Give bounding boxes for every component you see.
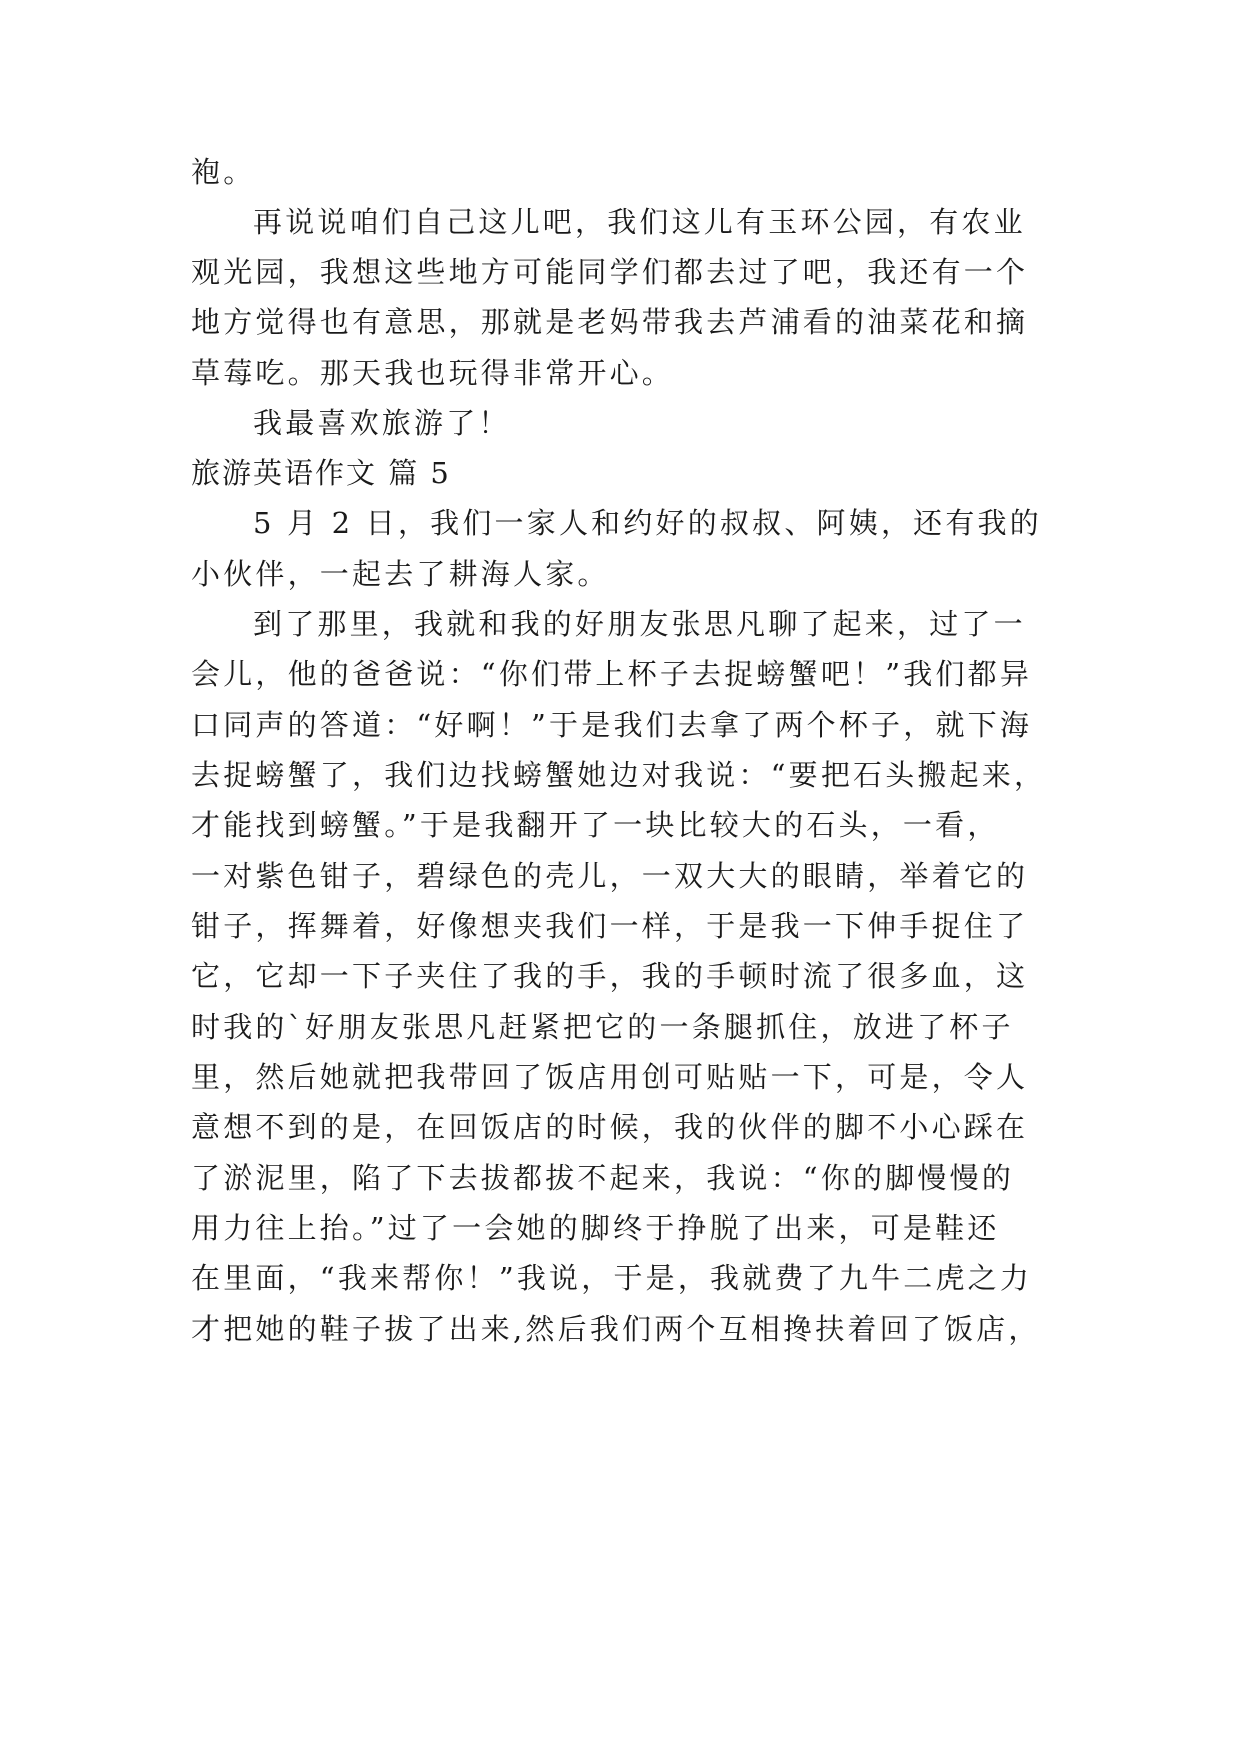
paragraph-line: 观光园，我想这些地方可能同学们都去过了吧，我还有一个 <box>191 255 1029 289</box>
paragraph-line: 意想不到的是，在回饭店的时候，我的伙伴的脚不小心踩在 <box>191 1110 1029 1144</box>
paragraph-line: 它，它却一下子夹住了我的手，我的手顿时流了很多血，这 <box>191 959 1029 993</box>
paragraph-line: 了淤泥里，陷了下去拔都拔不起来，我说：“你的脚慢慢的 <box>191 1161 1015 1195</box>
paragraph-line: 再说说咱们自己这儿吧，我们这儿有玉环公园，有农业 <box>253 205 1026 239</box>
paragraph-line: 一对紫色钳子，碧绿色的壳儿，一双大大的眼睛，举着它的 <box>191 859 1029 893</box>
paragraph-line: 里，然后她就把我带回了饭店用创可贴贴一下，可是，令人 <box>191 1060 1029 1094</box>
paragraph-line: 才能找到螃蟹。”于是我翻开了一块比较大的石头，一看， <box>191 808 1000 842</box>
paragraph-line: 5 月 2 日，我们一家人和约好的叔叔、阿姨，还有我的 <box>253 506 1042 540</box>
paragraph-line: 小伙伴，一起去了耕海人家。 <box>191 557 610 591</box>
paragraph-line: 去捉螃蟹了，我们边找螃蟹她边对我说：“要把石头搬起来， <box>191 758 1047 792</box>
paragraph-line: 时我的`好朋友张思凡赶紧把它的一条腿抓住，放进了杯子 <box>191 1010 1014 1044</box>
paragraph-line: 地方觉得也有意思，那就是老妈带我去芦浦看的油菜花和摘 <box>191 305 1029 339</box>
paragraph-line: 会儿，他的爸爸说：“你们带上杯子去捉螃蟹吧！”我们都异 <box>191 657 1033 691</box>
paragraph-line: 我最喜欢旅游了！ <box>253 406 511 440</box>
paragraph-line: 钳子，挥舞着，好像想夹我们一样，于是我一下伸手捉住了 <box>191 909 1029 943</box>
paragraph-line: 袍。 <box>191 155 256 189</box>
paragraph-line: 草莓吃。那天我也玩得非常开心。 <box>191 356 675 390</box>
paragraph-line: 用力往上抬。”过了一会她的脚终于挣脱了出来，可是鞋还 <box>191 1211 1000 1245</box>
paragraph-line: 到了那里，我就和我的好朋友张思凡聊了起来，过了一 <box>253 607 1026 641</box>
section-heading: 旅游英语作文 篇 5 <box>191 456 451 490</box>
paragraph-line: 才把她的鞋子拔了出来,然后我们两个互相搀扶着回了饭店， <box>191 1312 1041 1346</box>
paragraph-line: 在里面，“我来帮你！”我说，于是，我就费了九牛二虎之力 <box>191 1261 1033 1295</box>
paragraph-line: 口同声的答道：“好啊！”于是我们去拿了两个杯子，就下海 <box>191 708 1033 742</box>
